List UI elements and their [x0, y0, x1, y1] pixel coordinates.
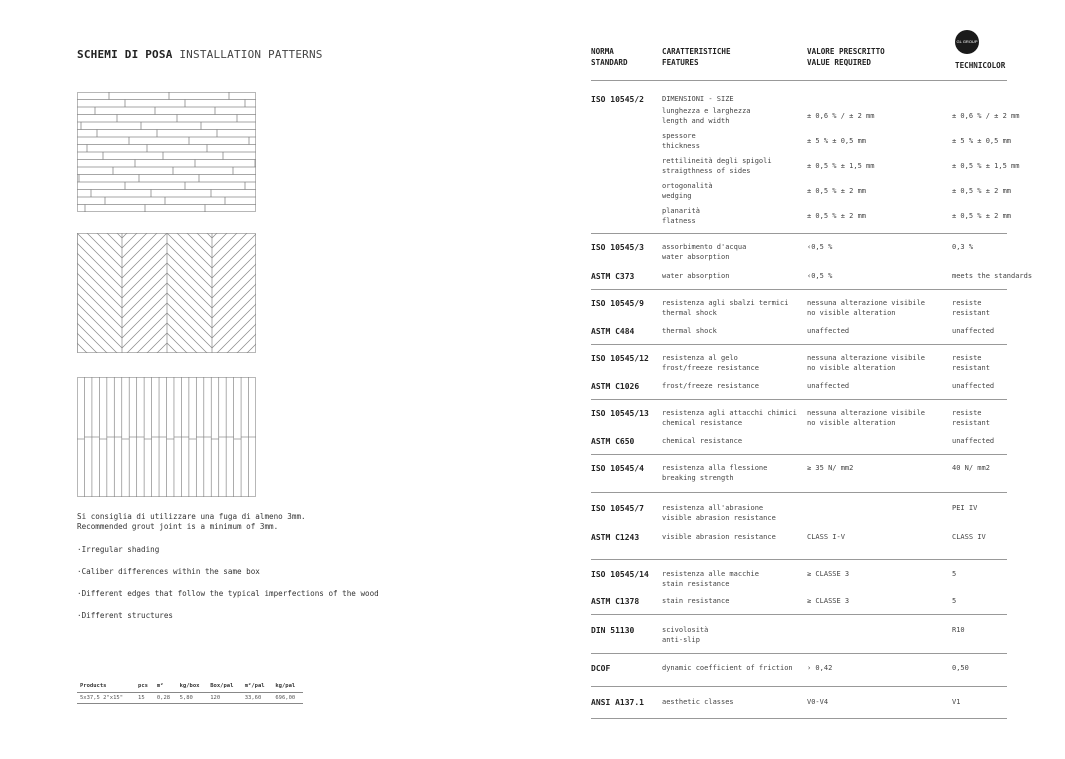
pattern-line: [212, 273, 256, 318]
feature-text: chemical resistance: [662, 437, 743, 445]
col-pcs: pcs: [135, 683, 154, 693]
feature-text: dynamic coefficient of friction: [662, 664, 793, 672]
vertical-plank-pattern: [77, 377, 256, 497]
technicolor-value: ± 0,5 % ± 1,5 mm: [952, 162, 1020, 170]
row-divider: [591, 653, 1007, 654]
pattern-line: [122, 283, 167, 328]
row-divider: [591, 454, 1007, 455]
pattern-line: [167, 303, 212, 348]
standard-code: ISO 10545/9: [591, 299, 644, 308]
pattern-line: [167, 323, 212, 353]
cell: 120: [207, 693, 242, 704]
pattern-line: [212, 263, 256, 308]
required-value: nessuna alterazione visibile no visible alteration: [807, 299, 926, 317]
row-divider: [591, 344, 1007, 345]
required-value: V0-V4: [807, 698, 829, 706]
technicolor-value: 40 N/ mm2: [952, 464, 990, 472]
standard-code: ISO 10545/7: [591, 504, 644, 513]
required-value: ≥ CLASSE 3: [807, 570, 850, 578]
feature-text: lunghezza e larghezza length and width: [662, 107, 751, 125]
standard-code: ASTM C373: [591, 272, 635, 281]
required-value: nessuna alterazione visibile no visible alteration: [807, 409, 926, 427]
required-value: unaffected: [807, 382, 850, 390]
pattern-line: [77, 323, 122, 353]
pattern-line: [212, 283, 256, 328]
col-m2: m²: [154, 683, 177, 693]
required-value: ± 0,6 % / ± 2 mm: [807, 112, 875, 120]
pattern-line: [122, 323, 167, 353]
feature-text: water absorption: [662, 272, 730, 280]
pattern-line: [212, 253, 256, 298]
col-box-pal: Box/pal: [207, 683, 242, 693]
standard-code: DIN 51130: [591, 626, 635, 635]
pattern-line: [212, 313, 256, 353]
pattern-line: [77, 243, 122, 288]
feature-text: resistenza alla flessione breaking strength: [662, 464, 768, 482]
feature-text: resistenza al gelo frost/freeze resistance: [662, 354, 759, 372]
pattern-line: [212, 243, 256, 288]
col-products: Products: [77, 683, 135, 693]
technicolor-value: 0,3 %: [952, 243, 974, 251]
cell: 5,80: [177, 693, 208, 704]
pattern-line: [77, 233, 122, 268]
pattern-line: [122, 253, 167, 298]
pattern-line: [167, 283, 212, 328]
technicolor-value: 0,50: [952, 664, 969, 672]
feature-text: ortogonalità wedging: [662, 182, 713, 200]
technicolor-value: resiste resistant: [952, 354, 990, 372]
feature-text: rettilineità degli spigoli straigthness of sides: [662, 157, 772, 175]
cell: 696,00: [272, 693, 303, 704]
standard-code: ISO 10545/14: [591, 570, 649, 579]
technicolor-value: unaffected: [952, 327, 995, 335]
required-value: ± 0,5 % ± 2 mm: [807, 212, 867, 220]
pattern-line: [122, 313, 167, 353]
row-divider: [591, 289, 1007, 290]
pattern-line: [122, 233, 167, 278]
pattern-line: [167, 313, 212, 353]
pattern-line: [122, 293, 167, 338]
technicolor-value: PEI IV: [952, 504, 978, 512]
row-divider: [591, 80, 1007, 81]
pattern-line: [212, 323, 256, 353]
feature-text: resistenza agli attacchi chimici chemical resistance: [662, 409, 797, 427]
cell: 0,28: [154, 693, 177, 704]
feature-text: DIMENSIONI - SIZE: [662, 95, 734, 103]
pattern-line: [167, 253, 212, 298]
technicolor-value: 5: [952, 597, 957, 605]
required-value: ‹0,5 %: [807, 272, 833, 280]
pattern-line: [77, 303, 122, 348]
required-value: ≥ 35 N/ mm2: [807, 464, 854, 472]
pattern-line: [212, 293, 256, 338]
technicolor-value: ± 0,6 % / ± 2 mm: [952, 112, 1020, 120]
row-divider: [591, 559, 1007, 560]
row-divider: [591, 233, 1007, 234]
pattern-line: [167, 243, 212, 288]
title-light: INSTALLATION PATTERNS: [179, 48, 323, 61]
pattern-line: [167, 273, 212, 318]
pattern-line: [77, 273, 122, 318]
pattern-line: [77, 283, 122, 328]
page-title: [77, 48, 323, 61]
required-value: unaffected: [807, 327, 850, 335]
row-divider: [591, 686, 1007, 687]
pattern-line: [122, 263, 167, 308]
standard-code: ISO 10545/13: [591, 409, 649, 418]
col-kg-pal: kg/pal: [272, 683, 303, 693]
standard-code: ANSI A137.1: [591, 698, 644, 707]
col-m2-pal: m²/pal: [242, 683, 273, 693]
row-divider: [591, 718, 1007, 719]
pattern-line: [77, 313, 122, 353]
feature-text: resistenza agli sbalzi termici thermal shock: [662, 299, 789, 317]
technicolor-value: R10: [952, 626, 965, 634]
cell: 5x37,5 2"x15": [77, 693, 135, 704]
header-features: CARATTERISTICHE FEATURES: [662, 47, 731, 67]
cell: 33,60: [242, 693, 273, 704]
required-value: CLASS I-V: [807, 533, 845, 541]
technicolor-value: unaffected: [952, 382, 995, 390]
pattern-line: [77, 263, 122, 308]
note-shading: ·Irregular shading: [77, 545, 160, 554]
title-bold: SCHEMI DI POSA: [77, 48, 173, 61]
pattern-line: [167, 293, 212, 338]
technicolor-value: resiste resistant: [952, 299, 990, 317]
standard-code: ISO 10545/12: [591, 354, 649, 363]
required-value: ± 0,5 % ± 2 mm: [807, 187, 867, 195]
pattern-line: [77, 233, 122, 278]
note-edges: ·Different edges that follow the typical imperfections of the wood: [77, 589, 379, 598]
feature-text: spessore thickness: [662, 132, 700, 150]
row-divider: [591, 614, 1007, 615]
feature-text: resistenza all'abrasione visible abrasion resistance: [662, 504, 776, 522]
note-caliber: ·Caliber differences within the same box: [77, 567, 260, 576]
gl-group-logo: GL GROUP: [955, 30, 979, 54]
standard-code: ASTM C484: [591, 327, 635, 336]
feature-text: stain resistance: [662, 597, 730, 605]
staggered-plank-pattern: [77, 92, 256, 212]
pattern-line: [77, 293, 122, 338]
feature-text: assorbimento d'acqua water absorption: [662, 243, 747, 261]
pattern-line: [212, 233, 256, 278]
technicolor-value: CLASS IV: [952, 533, 986, 541]
row-divider: [591, 492, 1007, 493]
standard-code: DCOF: [591, 664, 611, 673]
cell: 15: [135, 693, 154, 704]
feature-text: planarità flatness: [662, 207, 700, 225]
pattern-line: [167, 233, 212, 278]
technicolor-value: ± 0,5 % ± 2 mm: [952, 212, 1012, 220]
required-value: › 0,42: [807, 664, 833, 672]
technicolor-value: meets the standards: [952, 272, 1033, 280]
technicolor-value: resiste resistant: [952, 409, 990, 427]
pattern-line: [167, 263, 212, 308]
standard-code: ISO 10545/2: [591, 95, 644, 104]
technicolor-value: V1: [952, 698, 961, 706]
technicolor-value: ± 0,5 % ± 2 mm: [952, 187, 1012, 195]
standard-code: ASTM C1026: [591, 382, 640, 391]
feature-text: frost/freeze resistance: [662, 382, 759, 390]
herringbone-pattern: [77, 233, 256, 353]
feature-text: scivolosità anti-slip: [662, 626, 709, 644]
pattern-line: [212, 303, 256, 348]
pattern-line: [77, 253, 122, 298]
pattern-line: [167, 233, 212, 268]
technicolor-value: unaffected: [952, 437, 995, 445]
products-header-row: [77, 683, 303, 693]
products-table: [77, 683, 303, 704]
grout-note: Si consiglia di utilizzare una fuga di almeno 3mm. Recommended grout joint is a minimum of 3mm.: [77, 512, 306, 531]
required-value: nessuna alterazione visibile no visible alteration: [807, 354, 926, 372]
required-value: ± 0,5 % ± 1,5 mm: [807, 162, 875, 170]
header-value: VALORE PRESCRITTO VALUE REQUIRED: [807, 47, 885, 67]
standard-code: ASTM C1378: [591, 597, 640, 606]
products-row: [77, 693, 303, 704]
standard-code: ISO 10545/4: [591, 464, 644, 473]
required-value: ≥ CLASSE 3: [807, 597, 850, 605]
row-divider: [591, 399, 1007, 400]
standard-code: ISO 10545/3: [591, 243, 644, 252]
header-technicolor: TECHNICOLOR: [955, 61, 1006, 70]
note-structures: ·Different structures: [77, 611, 174, 620]
header-standard: NORMA STANDARD: [591, 47, 628, 67]
standard-code: ASTM C1243: [591, 533, 640, 542]
col-kg-box: kg/box: [177, 683, 208, 693]
standard-code: ASTM C650: [591, 437, 635, 446]
pattern-line: [122, 243, 167, 288]
required-value: ± 5 % ± 0,5 mm: [807, 137, 867, 145]
pattern-line: [122, 303, 167, 348]
feature-text: resistenza alle macchie stain resistance: [662, 570, 759, 588]
feature-text: aesthetic classes: [662, 698, 734, 706]
feature-text: visible abrasion resistance: [662, 533, 776, 541]
pattern-line: [212, 233, 256, 258]
technicolor-value: ± 5 % ± 0,5 mm: [952, 137, 1012, 145]
pattern-line: [122, 233, 167, 268]
required-value: ‹0,5 %: [807, 243, 833, 251]
technicolor-value: 5: [952, 570, 957, 578]
pattern-line: [122, 273, 167, 318]
feature-text: thermal shock: [662, 327, 717, 335]
